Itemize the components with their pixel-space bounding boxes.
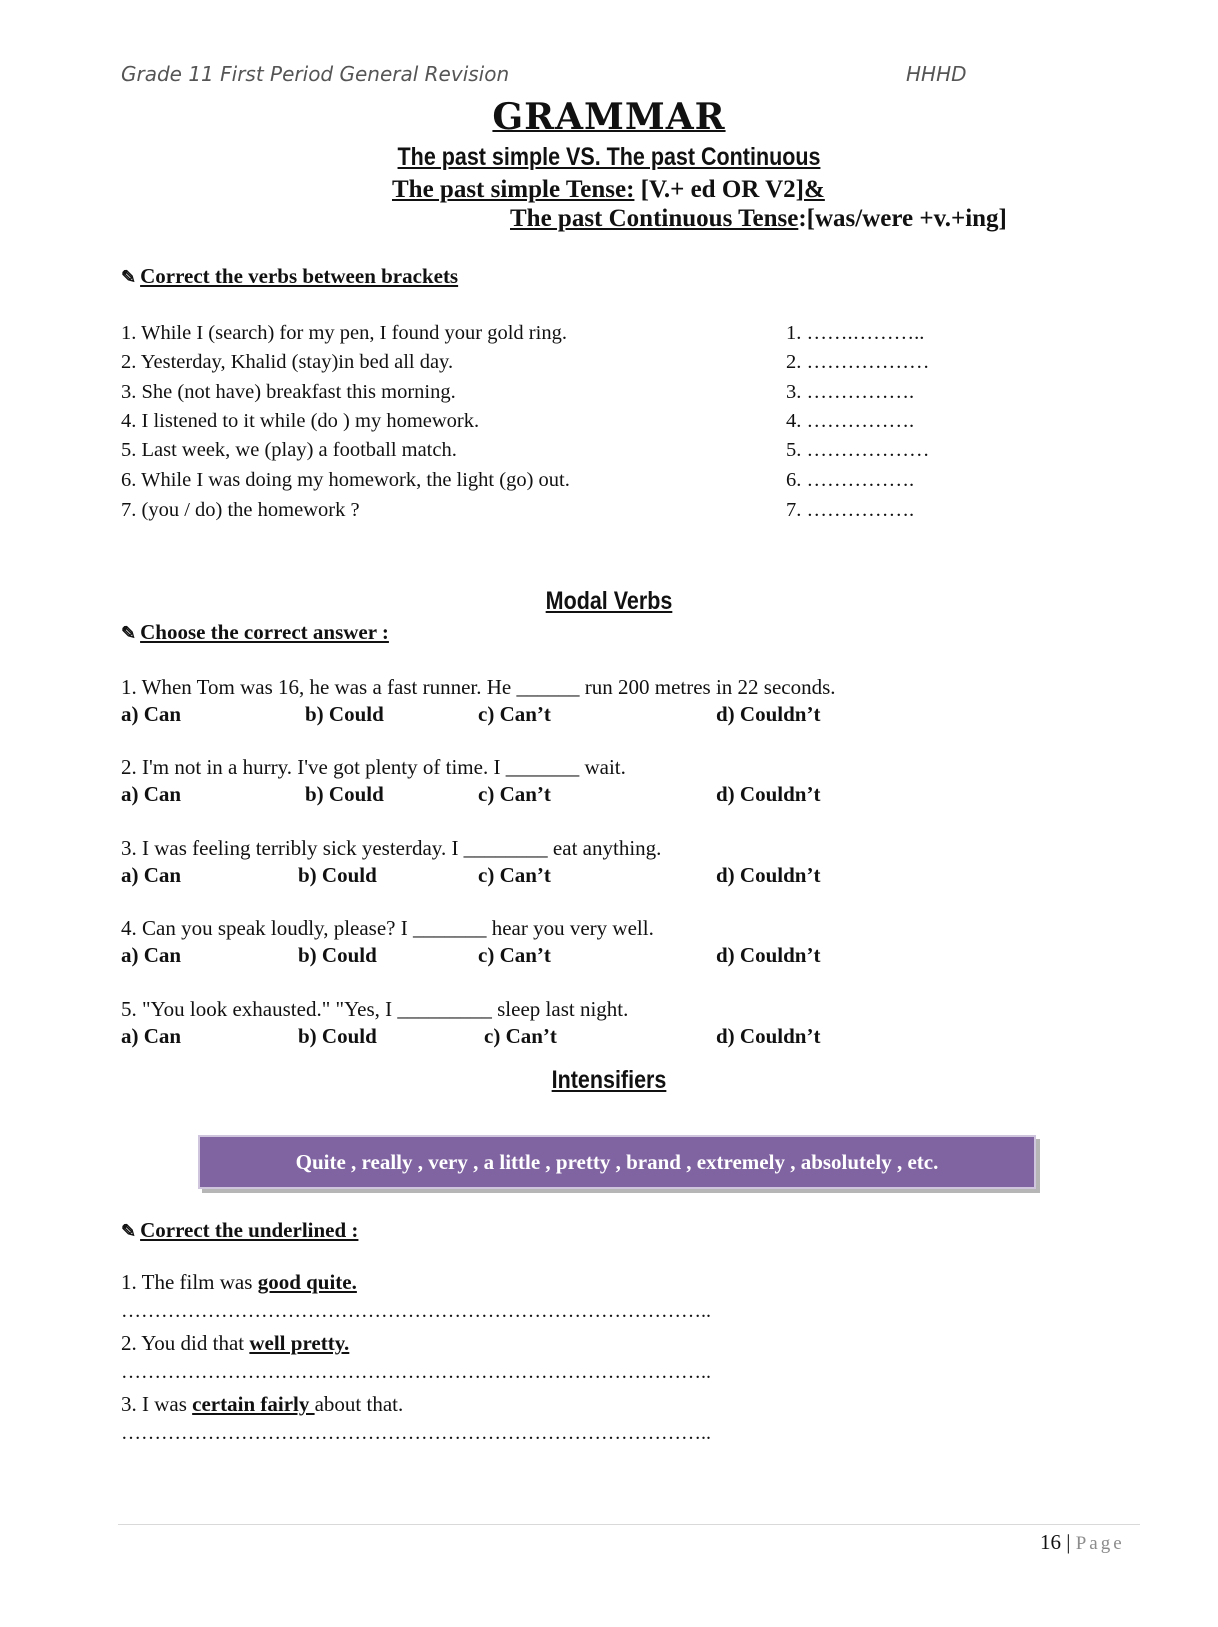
modal-question: 3. I was feeling terribly sick yesterday. I ________ eat anything.: [121, 836, 662, 860]
answer-option: b) Could: [298, 863, 377, 887]
answer-option: d) Couldn’t: [716, 943, 821, 967]
answer-option: c) Can’t: [484, 1024, 557, 1048]
answer-blank: 4. …………….: [786, 410, 915, 432]
answer-blank: 1. …….………..: [786, 322, 925, 344]
page-title: GRAMMAR: [492, 96, 726, 138]
answer-option: b) Could: [298, 1024, 377, 1048]
verb-question: 2. Yesterday, Khalid (stay)in bed all day.: [121, 351, 454, 373]
rule-past-simple: [392, 176, 825, 204]
sentence-start: 2. You did that: [121, 1331, 250, 1355]
answer-line: ……………………………………………………………………………..: [121, 1422, 711, 1444]
rule-amp: &: [804, 176, 825, 203]
verb-question: 7. (you / do) the homework ?: [121, 499, 360, 521]
header-left: Grade 11 First Period General Revision: [121, 62, 510, 86]
header-right: HHHD: [906, 62, 967, 86]
pencil-icon: ✎: [121, 1221, 137, 1241]
verb-question: 1. While I (search) for my pen, I found your gold ring.: [121, 322, 567, 344]
rule-past-continuous-label: The past Continuous Tense: [510, 205, 799, 232]
rule-past-continuous-formula: :[was/were +v.+ing]: [798, 205, 1007, 232]
answer-blank: 7. …………….: [786, 499, 915, 521]
page-number: 16 | Page: [1040, 1530, 1125, 1554]
answer-option: c) Can’t: [478, 782, 551, 806]
answer-blank: 2. ………………: [786, 351, 930, 373]
answer-option: a) Can: [121, 863, 182, 887]
answer-option: d) Couldn’t: [716, 782, 821, 806]
pencil-icon: ✎: [121, 267, 137, 287]
answer-option: b) Could: [305, 782, 384, 806]
modal-question: 4. Can you speak loudly, please? I _______ hear you very well.: [121, 916, 654, 940]
answer-option: c) Can’t: [478, 943, 551, 967]
modal-question: 5. "You look exhausted." "Yes, I _________ sleep last night.: [121, 997, 629, 1021]
answer-option: d) Couldn’t: [716, 1024, 821, 1048]
modal-question: 2. I'm not in a hurry. I've got plenty of time. I _______ wait.: [121, 755, 626, 779]
verb-question: 3. She (not have) breakfast this morning.: [121, 381, 456, 403]
intensifiers-box: Quite , really , very , a little , pretty , brand , extremely , absolutely , etc.: [198, 1135, 1036, 1189]
answer-line: ……………………………………………………………………………..: [121, 1300, 711, 1322]
modal-verbs-title: Modal Verbs: [545, 587, 673, 615]
underlined-sentence: [121, 1331, 349, 1356]
answer-option: b) Could: [305, 702, 384, 726]
verb-question: 4. I listened to it while (do ) my homework.: [121, 410, 480, 432]
underlined-phrase: good quite.: [257, 1270, 357, 1294]
answer-option: c) Can’t: [478, 863, 551, 887]
section3-instruction: ✎ Correct the underlined :: [121, 1218, 359, 1242]
answer-option: d) Couldn’t: [716, 702, 821, 726]
answer-option: a) Can: [121, 702, 182, 726]
modal-question: 1. When Tom was 16, he was a fast runner. He ______ run 200 metres in 22 seconds.: [121, 675, 836, 699]
underlined-sentence: [121, 1270, 357, 1295]
rule-past-simple-formula: [V.+ ed OR V2]: [634, 176, 805, 203]
answer-blank: 3. …………….: [786, 381, 915, 403]
answer-blank: 5. ………………: [786, 439, 930, 461]
answer-option: d) Couldn’t: [716, 863, 821, 887]
section2-instruction: ✎ Choose the correct answer :: [121, 620, 389, 644]
section1-instruction: ✎ Correct the verbs between brackets: [121, 264, 459, 288]
sentence-end: about that.: [314, 1392, 404, 1416]
pencil-icon: ✎: [121, 623, 137, 643]
page-subtitle: The past simple VS. The past Continuous: [397, 143, 821, 171]
answer-option: a) Can: [121, 782, 182, 806]
answer-option: a) Can: [121, 943, 182, 967]
rule-past-continuous: [510, 205, 1007, 233]
footer-divider: [118, 1524, 1140, 1525]
sentence-start: 3. I was: [121, 1392, 193, 1416]
answer-option: a) Can: [121, 1024, 182, 1048]
rule-past-simple-label: The past simple Tense:: [392, 176, 635, 203]
answer-blank: 6. …………….: [786, 469, 915, 491]
verb-question: 5. Last week, we (play) a football match.: [121, 439, 457, 461]
sentence-start: 1. The film was: [121, 1270, 258, 1294]
underlined-phrase: certain fairly: [192, 1392, 315, 1416]
underlined-sentence: [121, 1392, 403, 1417]
answer-line: ……………………………………………………………………………..: [121, 1361, 711, 1383]
answer-option: b) Could: [298, 943, 377, 967]
answer-option: c) Can’t: [478, 702, 551, 726]
verb-question: 6. While I was doing my homework, the light (go) out.: [121, 469, 570, 491]
intensifiers-title: Intensifiers: [551, 1066, 667, 1094]
underlined-phrase: well pretty.: [249, 1331, 350, 1355]
